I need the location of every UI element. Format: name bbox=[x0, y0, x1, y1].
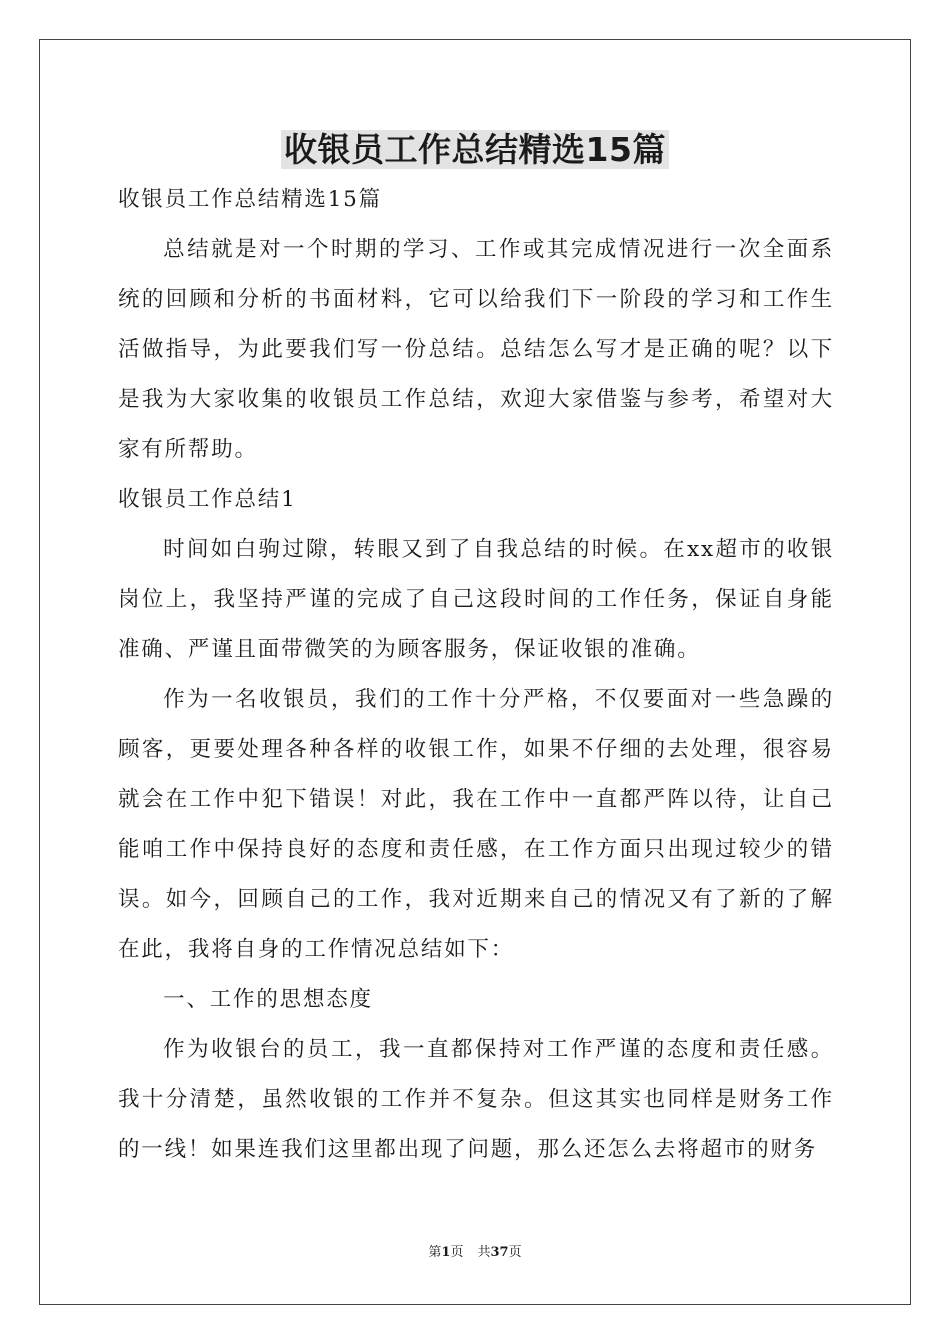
title-text: 收银员工作总结精选15篇 bbox=[281, 130, 669, 169]
document-title bbox=[0, 128, 950, 172]
section-heading: 收银员工作总结1 bbox=[118, 487, 297, 512]
total-suffix: 页 bbox=[508, 1245, 522, 1260]
body-paragraph: 时间如白驹过隙，转眼又到了自我总结的时候。在xx超市的收银岗位上，我坚持严谨的完成了自己这段时间的工作任务，保证自身能准确、严谨且面带微笑的为顾客服务，保证收银的准确。 bbox=[118, 537, 834, 662]
page-suffix: 页 bbox=[450, 1245, 464, 1260]
body-paragraph: 作为一名收银员，我们的工作十分严格，不仅要面对一些急躁的顾客，更要处理各种各样的收银工作，如果不仔细的去处理，很容易就会在工作中犯下错误！对此，我在工作中一直都严阵以待，让自己能咱工作中保持良好的态度和责任感，在工作方面只出现过较少的错误。如今，回顾自己的工作，我对近期来自己的情况又有了新的了解在此，我将自身的工作情况总结如下： bbox=[118, 687, 834, 962]
intro-paragraph: 总结就是对一个时期的学习、工作或其完成情况进行一次全面系统的回顾和分析的书面材料，它可以给我们下一阶段的学习和工作生活做指导，为此要我们写一份总结。总结怎么写才是正确的呢？以下是我为大家收集的收银员工作总结，欢迎大家借鉴与参考，希望对大家有所帮助。 bbox=[118, 237, 834, 462]
total-prefix: 共 bbox=[477, 1245, 491, 1260]
document-body bbox=[118, 175, 834, 1175]
page-total: 37 bbox=[490, 1245, 509, 1260]
page-footer bbox=[0, 1244, 950, 1262]
body-paragraph: 作为收银台的员工，我一直都保持对工作严谨的态度和责任感。我十分清楚，虽然收银的工作并不复杂。但这其实也同样是财务工作的一线！如果连我们这里都出现了问题，那么还怎么去将超市的财务 bbox=[118, 1037, 834, 1162]
page-prefix: 第 bbox=[428, 1245, 442, 1260]
subsection-heading: 一、工作的思想态度 bbox=[163, 987, 373, 1012]
page-current: 1 bbox=[441, 1245, 451, 1260]
subtitle-paragraph: 收银员工作总结精选15篇 bbox=[118, 187, 382, 212]
